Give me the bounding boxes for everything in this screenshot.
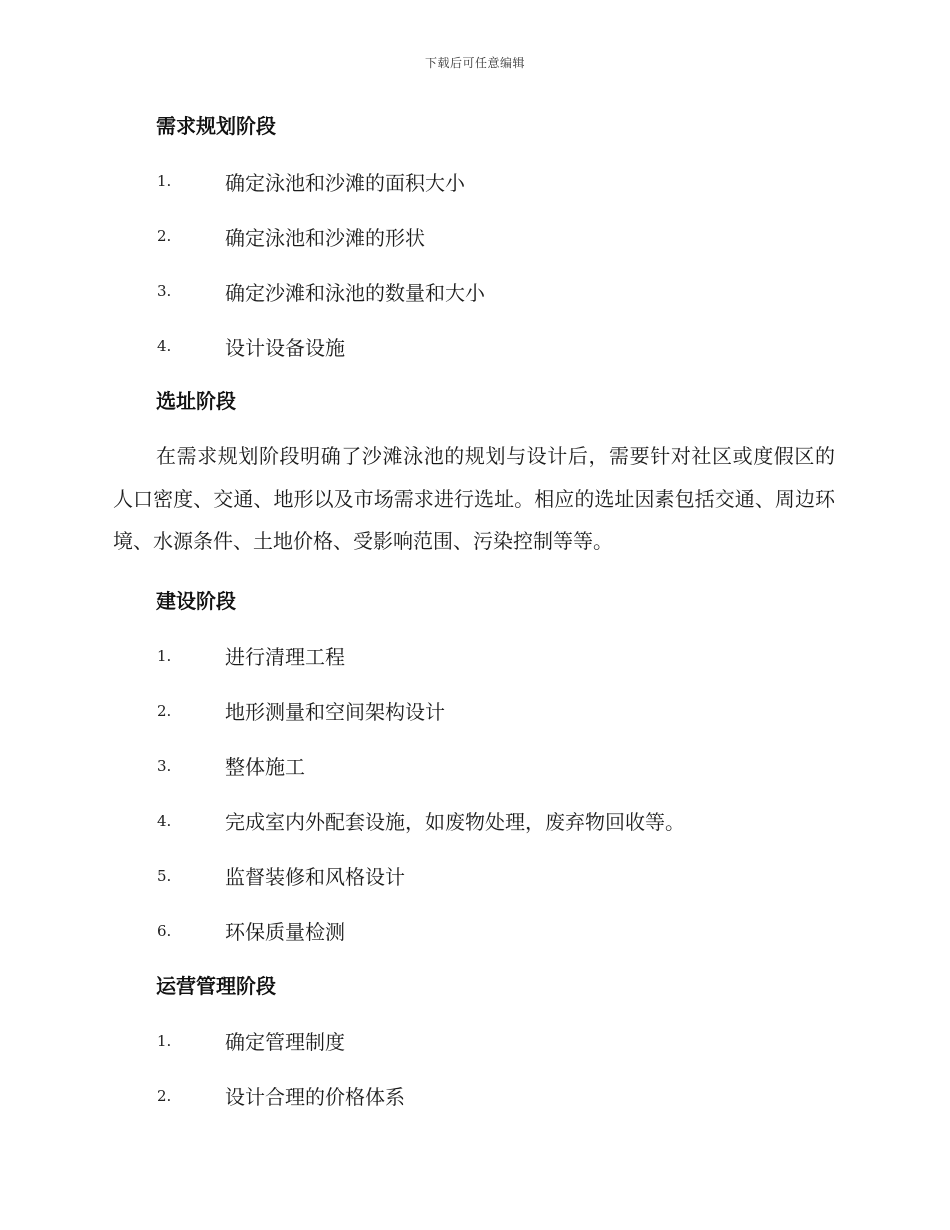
list-item-number: 3. <box>157 282 172 300</box>
list-item-number: 5. <box>157 866 172 885</box>
list-item <box>113 219 835 253</box>
section-heading: 选址阶段 <box>156 389 236 413</box>
section-heading: 建设阶段 <box>156 588 236 613</box>
section-heading: 需求规划阶段 <box>156 114 276 138</box>
list-item <box>113 639 835 673</box>
document-body <box>113 109 835 1134</box>
list-item-text: 设计设备设施 <box>225 335 345 360</box>
list-item-text: 确定泳池和沙滩的形状 <box>225 225 425 250</box>
list-item-text: 完成室内外配套设施，如废物处理，废弃物回收等。 <box>225 810 685 834</box>
list-item <box>113 1024 835 1058</box>
list-item-text: 监督装修和风格设计 <box>225 865 405 889</box>
list-item-number: 2. <box>157 227 172 245</box>
list-item-number: 1. <box>157 1031 172 1050</box>
numbered-list <box>113 639 835 948</box>
list-item-number: 6. <box>157 921 172 940</box>
list-item <box>113 694 835 728</box>
section-construction <box>113 584 835 948</box>
list-item <box>113 274 835 308</box>
list-item-number: 3. <box>157 756 172 775</box>
list-item-text: 确定沙滩和泳池的数量和大小 <box>225 280 485 305</box>
list-item-text: 进行清理工程 <box>225 645 345 669</box>
numbered-list <box>113 164 835 363</box>
numbered-list <box>113 1024 835 1113</box>
section-operations-management <box>113 969 835 1113</box>
list-item-text: 设计合理的价格体系 <box>225 1085 405 1109</box>
section-heading: 运营管理阶段 <box>156 973 276 998</box>
list-item-number: 2. <box>157 701 172 720</box>
list-item-text: 确定管理制度 <box>225 1030 345 1054</box>
list-item <box>113 859 835 893</box>
list-item <box>113 164 835 198</box>
list-item-text: 环保质量检测 <box>225 920 345 944</box>
header-note: 下载后可任意编辑 <box>424 56 525 70</box>
body-paragraph: 在需求规划阶段明确了沙滩泳池的规划与设计后，需要针对社区或度假区的人口密度、交通、地形以及市场需求进行选址。相应的选址因素包括交通、周边环境、水源条件、土地价格、受影响范围、污染控制等等。 <box>113 444 835 553</box>
list-item-number: 4. <box>157 337 172 355</box>
list-item-number: 1. <box>157 646 172 665</box>
section-requirements-planning <box>113 109 835 363</box>
list-item <box>113 749 835 783</box>
list-item-number: 2. <box>157 1086 172 1105</box>
section-site-selection <box>113 384 835 563</box>
list-item-number: 1. <box>157 172 172 190</box>
list-item <box>113 1079 835 1113</box>
list-item-number: 4. <box>157 811 172 830</box>
list-item-text: 整体施工 <box>225 755 305 779</box>
list-item <box>113 914 835 948</box>
list-item-text: 地形测量和空间架构设计 <box>225 700 445 724</box>
list-item-text: 确定泳池和沙滩的面积大小 <box>225 170 465 195</box>
list-item <box>113 804 835 838</box>
list-item <box>113 329 835 363</box>
